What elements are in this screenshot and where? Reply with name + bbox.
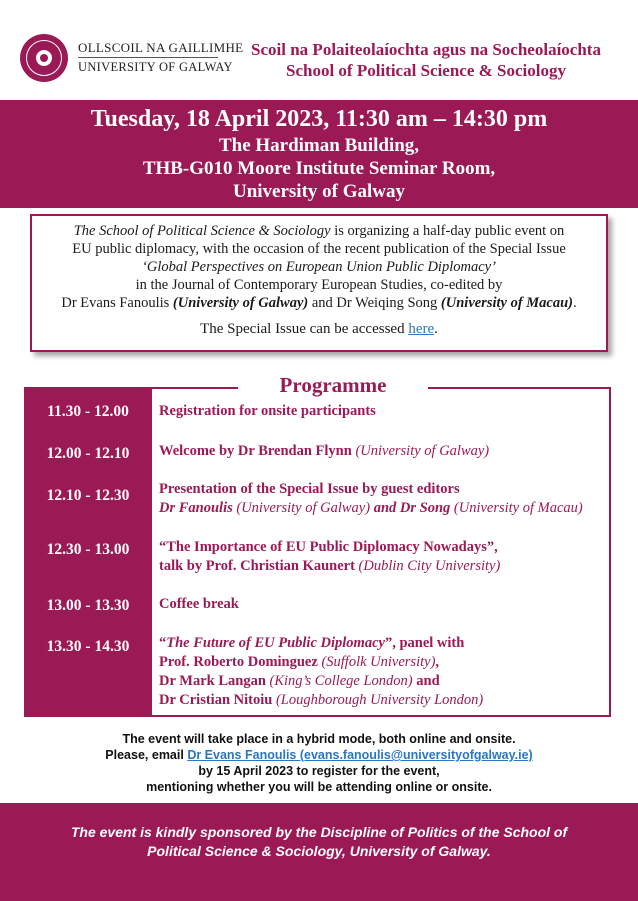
quote-open: “ <box>159 635 167 651</box>
event-date-time: Tuesday, 18 April 2023, 11:30 am – 14:30 pm <box>90 106 548 132</box>
organizer-name: The School of Political Science & Sociology <box>73 223 331 239</box>
venue-line-2: THB-G010 Moore Institute Seminar Room, <box>142 158 496 179</box>
panel-text: ”, panel with <box>384 635 465 651</box>
intro-line-2: EU public diplomacy, with the occasion of the recent publication of the Special Issue <box>72 241 566 257</box>
programme-affiliation: (University of Galway) <box>355 443 490 459</box>
access-line <box>32 320 606 338</box>
intro-box <box>30 214 608 352</box>
programme-time: 13.00 - 13.30 <box>46 597 130 614</box>
intro-line-5 <box>32 294 606 312</box>
access-end: . <box>434 321 438 337</box>
university-name-irish: OLLSCOIL NA GAILLIMHE <box>78 40 244 55</box>
programme-speaker: talk by Prof. Christian Kaunert <box>159 558 359 574</box>
programme-item <box>159 402 609 421</box>
programme-title: Programme <box>238 373 428 401</box>
programme-time: 13.30 - 14.30 <box>46 638 130 655</box>
programme-item-text: Welcome by Dr Brendan Flynn <box>159 443 356 459</box>
event-banner <box>0 100 638 208</box>
programme-item-text: “The Importance of EU Public Diplomacy Nowadays”, <box>159 539 498 555</box>
programme-item <box>159 538 609 576</box>
programme-item <box>159 480 609 518</box>
panelist: Dr Cristian Nitoiu <box>159 692 276 708</box>
editor-1-affiliation: (University of Galway) <box>172 295 309 311</box>
university-seal-icon <box>20 34 68 82</box>
programme-item <box>159 595 609 614</box>
intro-text-1: is organizing a half-day public event on <box>330 223 565 239</box>
programme-item-text: Presentation of the Special Issue by guest editors <box>159 481 460 497</box>
editor-2-affiliation: (University of Macau) <box>440 295 574 311</box>
school-name-irish: Scoil na Polaiteolaíochta agus na Socheolaíochta <box>251 40 601 59</box>
notes-email-prefix: Please, email <box>105 748 188 762</box>
venue-line-3: University of Galway <box>232 181 406 202</box>
programme-time: 12.10 - 12.30 <box>46 487 130 504</box>
panelist-sep: , <box>435 654 440 670</box>
registration-email-link[interactable]: Dr Evans Fanoulis (evans.fanoulis@universityofgalway.ie) <box>187 748 533 762</box>
venue-line-1: The Hardiman Building, <box>218 135 420 156</box>
notes-line-3: by 15 April 2023 to register for the event, <box>198 764 440 778</box>
sponsor-line-2: Political Science & Sociology, University of Galway. <box>147 843 491 859</box>
programme-affiliation: (King’s College London) <box>269 673 413 689</box>
intro-line-4: in the Journal of Contemporary European Studies, co-edited by <box>135 277 503 293</box>
programme-affiliation: (University of Macau) <box>453 500 583 516</box>
access-text: The Special Issue can be accessed <box>200 321 409 337</box>
intro-line-3 <box>32 258 606 276</box>
programme-item <box>159 442 609 461</box>
programme-affiliation: (Loughborough University London) <box>275 692 484 708</box>
logo-divider <box>78 57 218 58</box>
school-name-english: School of Political Science & Sociology <box>286 61 566 80</box>
panelist: Dr Mark Langan <box>159 673 270 689</box>
sponsor-footer <box>0 803 638 901</box>
special-issue-title: ‘Global Perspectives on European Union Public Diplomacy’ <box>142 259 496 275</box>
programme-item <box>159 634 609 710</box>
programme-time: 12.00 - 12.10 <box>46 445 130 462</box>
sponsor-line-1: The event is kindly sponsored by the Discipline of Politics of the School of <box>70 824 568 840</box>
panelist-sep: and <box>412 673 440 689</box>
programme-item-text: Registration for onsite participants <box>159 403 376 419</box>
registration-notes <box>0 731 638 795</box>
page-header <box>0 0 638 100</box>
programme-speaker: Dr Fanoulis <box>159 500 237 516</box>
programme-item-text: Coffee break <box>159 596 239 612</box>
editor-2: and Dr Weiqing Song <box>308 295 441 311</box>
intro-line-1 <box>32 222 606 240</box>
notes-line-1: The event will take place in a hybrid mode, both online and onsite. <box>122 732 516 746</box>
programme-speaker: and Dr Song <box>370 500 454 516</box>
programme-time: 11.30 - 12.00 <box>47 403 129 420</box>
panel-title: The Future of EU Public Diplomacy <box>166 635 385 651</box>
programme-affiliation: (Suffolk University) <box>321 654 436 670</box>
editor-1: Dr Evans Fanoulis <box>61 295 173 311</box>
special-issue-link[interactable]: here <box>408 321 435 337</box>
panelist: Prof. Roberto Dominguez <box>159 654 322 670</box>
programme-affiliation: (Dublin City University) <box>358 558 501 574</box>
programme-time: 12.30 - 13.00 <box>46 541 130 558</box>
notes-line-2 <box>0 747 638 763</box>
university-name-english: UNIVERSITY OF GALWAY <box>78 60 233 74</box>
programme-affiliation: (University of Galway) <box>236 500 371 516</box>
intro-period: . <box>573 295 577 311</box>
notes-line-4: mentioning whether you will be attending online or onsite. <box>146 780 492 794</box>
